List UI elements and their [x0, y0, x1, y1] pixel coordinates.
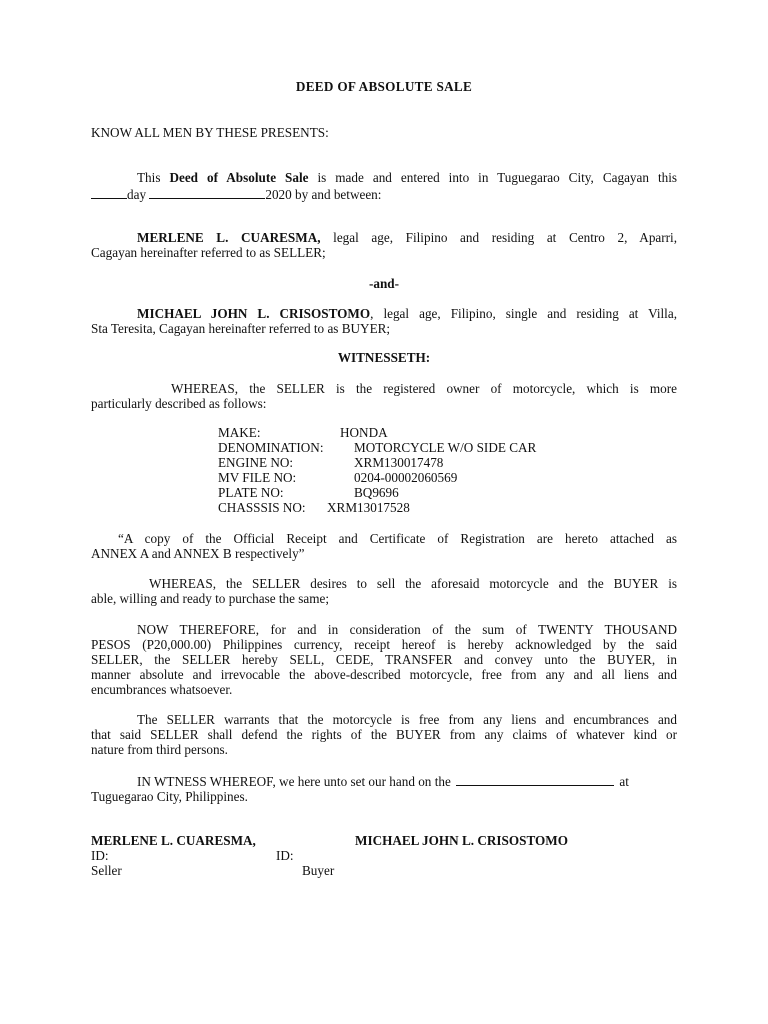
vehicle-value: BQ9696 [354, 485, 399, 500]
intro-year: 2020 by and between: [265, 187, 382, 202]
buyer-role-label: Buyer [302, 863, 335, 878]
vehicle-label: ENGINE NO: [218, 455, 294, 470]
seller-name: MERLENE L. CUARESMA, [137, 230, 321, 245]
vehicle-details [218, 425, 618, 515]
vehicle-label: PLATE NO: [218, 485, 284, 500]
vehicle-value: 0204-00002060569 [354, 470, 458, 485]
intro-deed-title: Deed of Absolute Sale [169, 170, 309, 185]
whereas-sell-paragraph [91, 576, 677, 606]
know-all-heading: KNOW ALL MEN BY THESE PRESENTS: [91, 125, 329, 140]
annex-paragraph [91, 531, 677, 561]
now-therefore-line3: SELLER, the SELLER hereby SELL, CEDE, TRANSFER and convey unto the BUYER, in [91, 652, 677, 667]
buyer-desc-line2: Sta Teresita, Cagayan hereinafter referred to as BUYER; [91, 321, 391, 336]
vehicle-label: MAKE: [218, 425, 261, 440]
intro-day: day [127, 187, 147, 202]
annex-line1: “A copy of the Official Receipt and Certificate of Registration are hereto attached as [118, 531, 677, 546]
now-therefore-line5: encumbrances whatsoever. [91, 682, 233, 697]
annex-line2: ANNEX A and ANNEX B respectively” [91, 546, 305, 561]
warrants-line1: The SELLER warrants that the motorcycle is free from any liens and encumbrances and [137, 712, 677, 727]
vehicle-row [218, 440, 618, 455]
buyer-signature-name-text: MICHAEL JOHN L. CRISOSTOMO [355, 833, 568, 848]
buyer-desc-line1: , legal age, Filipino, single and residing at Villa, [370, 306, 677, 321]
warrants-line3: nature from third persons. [91, 742, 228, 757]
intro-paragraph [91, 170, 677, 202]
seller-signature-name-text: MERLENE L. CUARESMA, [91, 833, 256, 848]
vehicle-label: MV FILE NO: [218, 470, 297, 485]
vehicle-label: CHASSSIS NO: [218, 500, 306, 515]
whereas1-line1: WHEREAS, the SELLER is the registered owner of motorcycle, which is more [171, 381, 677, 396]
vehicle-row [218, 455, 618, 470]
witness-line1-a: IN WTNESS WHEREOF, we here unto set our hand on the [137, 774, 451, 789]
whereas-owner-paragraph [91, 381, 677, 411]
seller-desc-line2: Cagayan hereinafter referred to as SELLER; [91, 245, 326, 260]
warranty-paragraph [91, 712, 677, 757]
whereas2-line2: able, willing and ready to purchase the same; [91, 591, 330, 606]
witness-line2: Tuguegarao City, Philippines. [91, 789, 248, 804]
seller-role-label: Seller [91, 863, 122, 878]
buyer-id-label: ID: [276, 848, 294, 863]
in-witness-paragraph [91, 773, 677, 804]
witness-line1-b: at [619, 774, 629, 789]
day-blank-line [91, 186, 127, 199]
vehicle-row [218, 470, 618, 485]
and-separator: -and- [368, 276, 400, 291]
now-therefore-line4: manner absolute and irrevocable the above-described motorcycle, free from any and all liens and [91, 667, 677, 682]
vehicle-value: XRM130017478 [354, 455, 444, 470]
vehicle-value: HONDA [340, 425, 388, 440]
seller-id-label: ID: [91, 848, 109, 863]
warrants-line2: that said SELLER shall defend the rights of the BUYER from any claims of whatever kind or [91, 727, 677, 742]
intro-post: is made and entered into in Tuguegarao City, Cagayan this [308, 170, 678, 185]
now-therefore-paragraph [91, 622, 677, 697]
buyer-paragraph [91, 306, 677, 336]
month-blank-line [149, 186, 265, 199]
whereas1-line2: particularly described as follows: [91, 396, 267, 411]
now-therefore-line2: PESOS (P20,000.00) Philippines currency, receipt hereof is hereby acknowledged by the said [91, 637, 677, 652]
vehicle-value: XRM13017528 [327, 500, 410, 515]
vehicle-row [218, 485, 618, 500]
vehicle-label: DENOMINATION: [218, 440, 324, 455]
date-blank-line [456, 773, 614, 786]
vehicle-row [218, 425, 618, 440]
whereas2-line1: WHEREAS, the SELLER desires to sell the aforesaid motorcycle and the BUYER is [149, 576, 677, 591]
buyer-signature-name [355, 833, 568, 848]
seller-paragraph [91, 230, 677, 260]
vehicle-value: MOTORCYCLE W/O SIDE CAR [354, 440, 537, 455]
witnesseth-heading: WITNESSETH: [337, 350, 431, 365]
document-title: DEED OF ABSOLUTE SALE [295, 79, 473, 94]
seller-signature-name [91, 833, 256, 848]
now-therefore-line1: NOW THEREFORE, for and in consideration of the sum of TWENTY THOUSAND [137, 622, 677, 637]
buyer-name: MICHAEL JOHN L. CRISOSTOMO [137, 306, 371, 321]
seller-desc-line1: legal age, Filipino and residing at Centro 2, Aparri, [320, 230, 678, 245]
vehicle-row [218, 500, 618, 515]
intro-pre: This [137, 170, 170, 185]
